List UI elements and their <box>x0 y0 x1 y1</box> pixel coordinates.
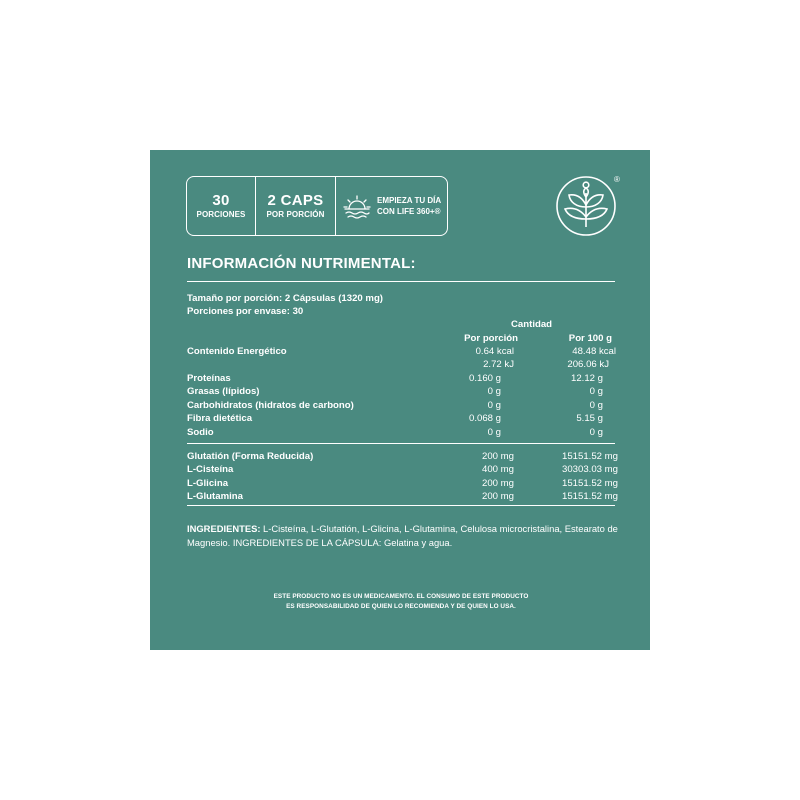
row-label: L-Glutamina <box>187 491 243 503</box>
row-portion-value: 200 mg <box>482 491 514 503</box>
energy-100g-kcal: 48.48 kcal <box>572 346 616 357</box>
row-portion-value: 400 mg <box>482 464 514 476</box>
dose-label: POR PORCIÓN <box>266 209 325 219</box>
serving-size: Tamaño por porción: 2 Cápsulas (1320 mg) <box>187 293 384 304</box>
row-label: Carbohidratos (hidratos de carbono) <box>187 399 354 411</box>
heading-divider <box>187 281 615 282</box>
feature-badges <box>186 176 448 236</box>
row-label: Grasas (lípidos) <box>187 386 260 398</box>
energy-label: Contenido Energético <box>187 346 287 357</box>
quantity-header: Cantidad <box>511 319 553 330</box>
row-100g-value: 0 g <box>589 399 603 411</box>
disclaimer-line-2: ES RESPONSABILIDAD DE QUIEN LO RECOMIENDA Y DE QUIEN LO USA. <box>286 603 516 610</box>
energy-portion-kj: 2.72 kJ <box>483 359 514 370</box>
sunrise-icon <box>342 193 372 219</box>
row-label: Proteínas <box>187 373 231 384</box>
row-100g-value: 12.12 g <box>570 373 603 384</box>
row-portion-value: 0.068 g <box>468 413 501 425</box>
row-portion-value: 0 g <box>487 386 501 398</box>
table-divider <box>187 443 615 444</box>
dose-badge <box>256 177 336 235</box>
ingredients-title: INGREDIENTES: <box>187 523 261 534</box>
registered-mark: ® <box>614 175 620 184</box>
row-label: Fibra dietética <box>187 413 253 425</box>
row-100g-value: 30303.03 mg <box>561 464 618 476</box>
row-portion-value: 0 g <box>487 399 501 411</box>
servings-badge <box>187 177 256 235</box>
disclaimer <box>186 592 616 612</box>
energy-100g-kj: 206.06 kJ <box>567 359 609 370</box>
energy-portion-kcal: 0.64 kcal <box>475 346 514 357</box>
ingredients-text: L-Cisteína, L-Glutatión, L-Glicina, L-Glutamina, Celulosa microcristalina, Estearato de Magnesio. INGREDIENTES DE LA CÁPSULA: Gelatina y agua. <box>187 523 618 548</box>
col-header-100g: Por 100 g <box>568 333 612 344</box>
row-100g-value: 15151.52 mg <box>561 477 618 489</box>
row-100g-value: 5.15 g <box>576 413 603 425</box>
row-label: L-Cisteína <box>187 464 234 476</box>
slogan-badge <box>336 177 447 235</box>
slogan-line-1: EMPIEZA TU DÍA <box>377 196 442 205</box>
row-100g-value: 0 g <box>589 386 603 398</box>
row-portion-value: 0.160 g <box>468 373 501 384</box>
nutrition-heading: INFORMACIÓN NUTRIMENTAL: <box>187 255 416 272</box>
leaf-circle-logo-icon <box>555 175 617 237</box>
nutrition-label-panel <box>150 150 650 650</box>
row-portion-value: 0 g <box>487 426 501 438</box>
disclaimer-line-1: ESTE PRODUCTO NO ES UN MEDICAMENTO. EL CONSUMO DE ESTE PRODUCTO <box>273 593 529 600</box>
row-100g-value: 15151.52 mg <box>561 491 618 503</box>
row-label: Sodio <box>187 426 214 438</box>
row-portion-value: 200 mg <box>482 451 514 462</box>
row-label: Glutatión (Forma Reducida) <box>187 451 314 462</box>
ingredients-divider <box>187 505 615 506</box>
col-header-portion: Por porción <box>464 333 518 344</box>
slogan-text <box>377 195 441 217</box>
ingredients-block <box>187 522 627 549</box>
row-100g-value: 0 g <box>589 426 603 438</box>
row-100g-value: 15151.52 mg <box>561 451 618 462</box>
row-portion-value: 200 mg <box>482 477 514 489</box>
servings-number: 30 <box>212 191 230 209</box>
slogan-line-2: CON LIFE 360+® <box>377 207 441 216</box>
dose-number: 2 CAPS <box>267 191 324 209</box>
servings-per-container: Porciones por envase: 30 <box>187 306 304 317</box>
row-label: L-Glicina <box>187 477 229 489</box>
servings-label: PORCIONES <box>196 209 246 219</box>
